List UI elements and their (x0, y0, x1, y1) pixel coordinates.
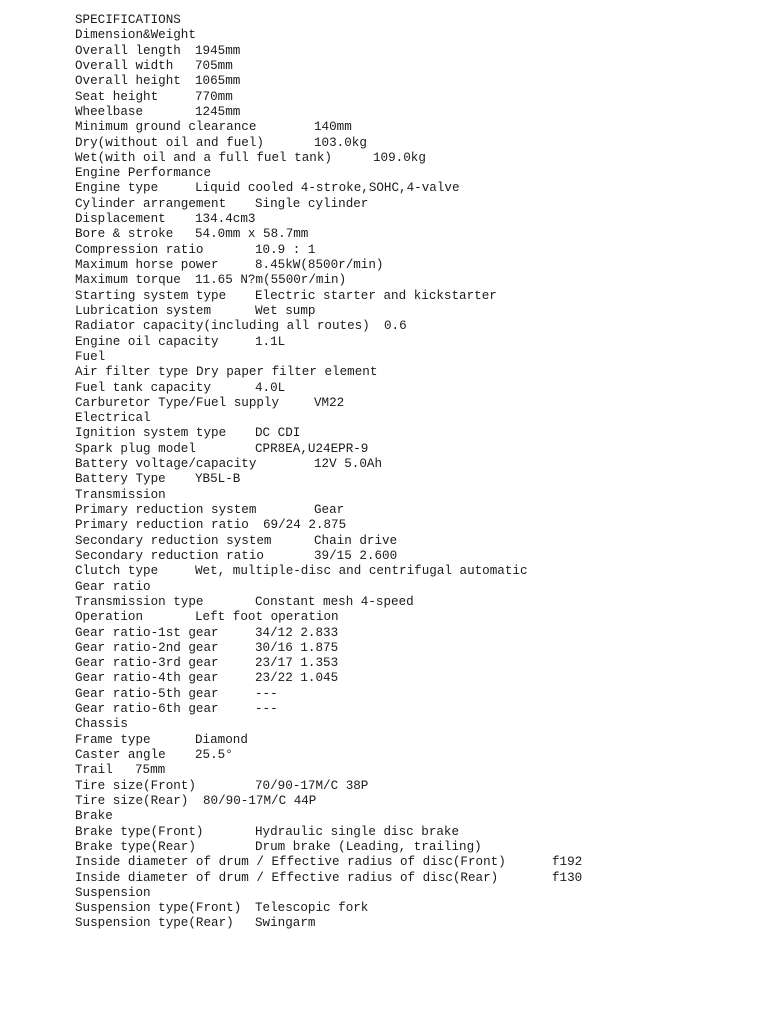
spec-value: 705mm (195, 58, 233, 73)
spec-value: 0.6 (384, 319, 407, 334)
spec-value: 39/15 2.600 (314, 548, 398, 563)
spec-label: Carburetor Type/Fuel supply (75, 395, 280, 410)
spec-label: Wheelbase (75, 104, 144, 119)
spec-value: f130 (552, 870, 583, 885)
spec-value: 1.1L (255, 334, 286, 349)
section-heading-text: Fuel (75, 349, 106, 364)
spec-value: 1245mm (195, 104, 241, 119)
spec-label: Engine oil capacity (75, 334, 219, 349)
spec-value: 11.65 N?m(5500r/min) (195, 273, 347, 288)
spec-value: Wet sump (255, 303, 316, 318)
spec-value: Single cylinder (255, 196, 369, 211)
spec-value: f192 (552, 855, 583, 870)
spec-value: 8.45kW(8500r/min) (255, 258, 384, 272)
spec-label: Overall length (75, 43, 181, 58)
spec-label: Inside diameter of drum / Effective radius of disc(Front) (75, 855, 506, 870)
spec-value: Left foot operation (195, 610, 339, 625)
spec-label: Overall height (75, 74, 181, 89)
spec-value: VM22 (314, 395, 345, 410)
spec-label: Wet(with oil and a full fuel tank) (75, 150, 332, 165)
spec-label: Starting system type (75, 288, 227, 303)
section-heading-text: Suspension (75, 885, 151, 900)
section-heading-text: Electrical (75, 411, 151, 426)
spec-value: 69/24 2.875 (263, 518, 347, 533)
spec-label: Spark plug model (75, 441, 196, 456)
spec-value: 23/22 1.045 (255, 671, 339, 686)
spec-label: Engine type (75, 181, 159, 196)
spec-label: Gear ratio-5th gear (75, 686, 219, 701)
spec-value: YB5L-B (195, 472, 241, 487)
spec-value: Liquid cooled 4-stroke,SOHC,4-valve (195, 181, 460, 196)
spec-value: Gear (314, 503, 345, 517)
spec-value: 54.0mm x 58.7mm (195, 227, 309, 242)
spec-label: Gear ratio-6th gear (75, 702, 219, 717)
spec-value: 80/90-17M/C 44P (203, 793, 317, 808)
spec-label: Tire size(Front) (75, 778, 196, 793)
section-heading-text: SPECIFICATIONS (75, 13, 181, 27)
spec-value: Constant mesh 4-speed (255, 594, 414, 609)
spec-value: Swingarm (255, 916, 316, 931)
spec-label: Radiator capacity(including all routes) (75, 319, 370, 334)
spec-value: 103.0kg (314, 135, 367, 150)
spec-label: Maximum torque (75, 273, 181, 288)
spec-value: --- (255, 702, 278, 717)
spec-label: Operation (75, 610, 144, 625)
spec-label: Battery Type (75, 472, 166, 487)
spec-label: Gear ratio-1st gear (75, 625, 219, 640)
spec-label: Gear ratio-3rd gear (75, 656, 219, 671)
spec-value: Dry paper filter element (196, 365, 378, 380)
spec-value: 30/16 1.875 (255, 640, 339, 655)
spec-label: Trail (75, 763, 113, 778)
spec-label: Gear ratio-2nd gear (75, 640, 219, 655)
section-heading-text: Gear ratio (75, 579, 151, 594)
spec-value: Diamond (195, 732, 248, 747)
section-heading-text: Transmission (75, 487, 166, 502)
spec-value: Electric starter and kickstarter (255, 288, 497, 303)
spec-label: Inside diameter of drum / Effective radius of disc(Rear) (75, 870, 499, 885)
spec-value: CPR8EA,U24EPR-9 (255, 441, 369, 456)
spec-label: Fuel tank capacity (75, 380, 212, 395)
spec-value: 140mm (314, 120, 352, 135)
spec-label: Compression ratio (75, 242, 204, 257)
spec-value: Wet, multiple-disc and centrifugal automatic (195, 564, 528, 579)
spec-label: Caster angle (75, 748, 166, 762)
spec-value: 134.4cm3 (195, 212, 256, 227)
spec-label: Seat height (75, 89, 159, 104)
spec-label: Suspension type(Rear) (75, 916, 234, 931)
section-heading-text: Engine Performance (75, 166, 212, 181)
spec-label: Secondary reduction system (75, 533, 272, 548)
spec-label: Gear ratio-4th gear (75, 671, 219, 686)
spec-value: 1945mm (195, 43, 241, 58)
spec-label: Brake type(Front) (75, 824, 204, 839)
spec-value: 34/12 2.833 (255, 625, 339, 640)
spec-label: Clutch type (75, 564, 159, 579)
spec-value: 70/90-17M/C 38P (255, 778, 369, 793)
spec-label: Maximum horse power (75, 258, 219, 272)
spec-label: Lubrication system (75, 303, 212, 318)
spec-value: 75mm (135, 763, 166, 778)
spec-label: Ignition system type (75, 426, 227, 441)
spec-label: Secondary reduction ratio (75, 548, 264, 563)
spec-value: 12V 5.0Ah (314, 457, 383, 472)
spec-label: Displacement (75, 212, 166, 227)
section-heading-text: Chassis (75, 717, 128, 732)
spec-value: Chain drive (314, 533, 398, 548)
spec-label: Tire size(Rear) (75, 793, 189, 808)
spec-label: Brake type(Rear) (75, 839, 196, 854)
spec-label: Frame type (75, 732, 151, 747)
spec-label: Minimum ground clearance (75, 120, 257, 135)
spec-label: Bore & stroke (75, 227, 174, 242)
spec-label: Cylinder arrangement (75, 196, 227, 211)
spec-value: 10.9 : 1 (255, 242, 316, 257)
spec-label: Dry(without oil and fuel) (75, 135, 264, 150)
spec-value: 23/17 1.353 (255, 656, 339, 671)
spec-value: Telescopic fork (255, 901, 369, 916)
spec-label: Air filter type (75, 365, 189, 380)
spec-value: 25.5° (195, 748, 233, 762)
spec-label: Primary reduction system (75, 503, 257, 517)
spec-value: --- (255, 686, 278, 701)
spec-label: Suspension type(Front) (75, 901, 242, 916)
spec-value: 1065mm (195, 74, 241, 89)
spec-label: Primary reduction ratio (75, 518, 249, 533)
spec-label: Overall width (75, 58, 174, 73)
section-heading-text: Brake (75, 809, 113, 824)
spec-value: 770mm (195, 89, 233, 104)
spec-value: Drum brake (Leading, trailing) (255, 839, 482, 854)
section-heading-text: Dimension&Weight (75, 28, 196, 43)
spec-value: 4.0L (255, 380, 286, 395)
spec-value: 109.0kg (373, 150, 426, 165)
spec-label: Battery voltage/capacity (75, 457, 257, 472)
spec-value: Hydraulic single disc brake (255, 824, 460, 839)
spec-value: DC CDI (255, 426, 301, 441)
spec-label: Transmission type (75, 594, 204, 609)
